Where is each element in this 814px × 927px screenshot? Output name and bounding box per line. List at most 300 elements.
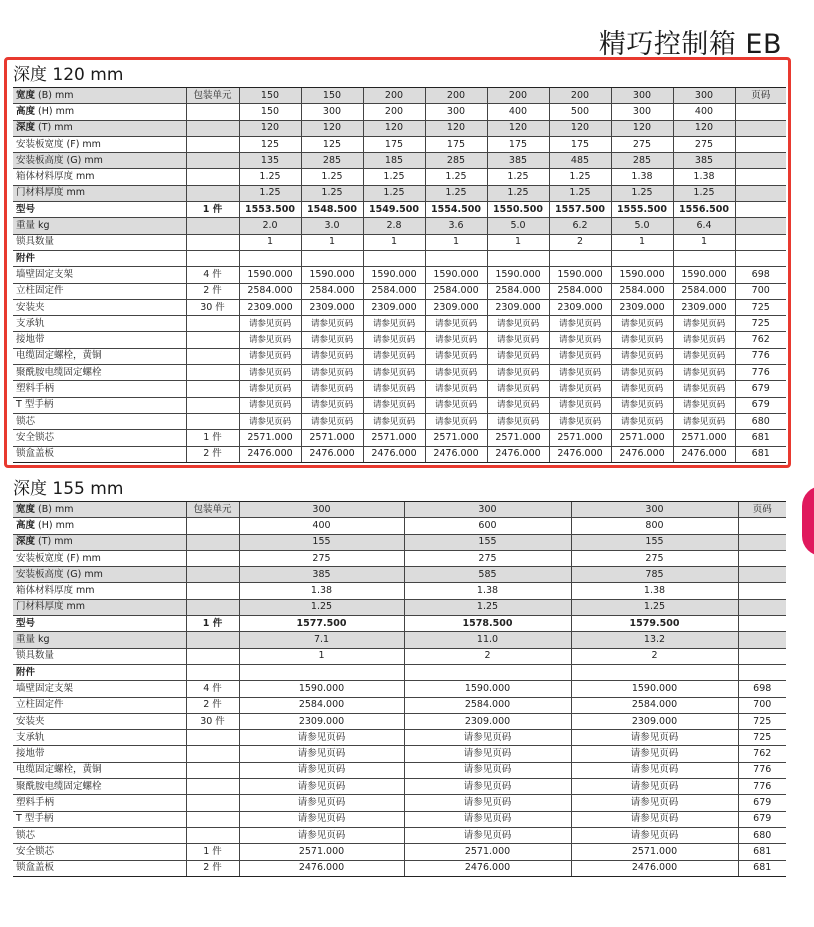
value-cell: 200	[363, 88, 425, 104]
pack-unit-cell	[186, 567, 239, 583]
spec-label	[13, 632, 186, 648]
page-cell: 725	[735, 316, 786, 332]
value-cell: 2476.000	[363, 446, 425, 462]
spec-label-bold: 型号	[16, 203, 36, 215]
value-cell: 485	[549, 153, 611, 169]
value-cell: 请参见页码	[239, 397, 301, 413]
value-cell: 2571.000	[571, 844, 738, 860]
spec-label-text: 安装板高度 (G) mm	[16, 568, 103, 580]
value-cell	[571, 664, 738, 680]
spec-label-bold: 宽度	[16, 503, 36, 515]
value-cell: 1554.500	[425, 202, 487, 218]
value-cell: 请参见页码	[425, 316, 487, 332]
value-cell: 1590.000	[404, 681, 571, 697]
value-cell: 2571.000	[239, 430, 301, 446]
accessory-label: 接地带	[13, 746, 186, 762]
page-title: 精巧控制箱 EB	[598, 29, 782, 60]
spec-label	[13, 202, 186, 218]
page-cell: 681	[735, 446, 786, 462]
accessory-row	[13, 365, 786, 381]
pack-unit-cell	[186, 316, 239, 332]
accessory-row	[13, 267, 786, 283]
value-cell: 请参见页码	[239, 381, 301, 397]
value-cell: 2	[571, 648, 738, 664]
page-cell	[738, 534, 786, 550]
spec-row	[13, 502, 786, 518]
value-cell: 1.25	[571, 599, 738, 615]
value-cell: 2.0	[239, 218, 301, 234]
spec-label	[13, 153, 186, 169]
page-cell: 680	[738, 827, 786, 843]
spec-label-bold: 高度	[16, 105, 36, 117]
value-cell: 2584.000	[425, 283, 487, 299]
pack-unit-cell	[186, 169, 239, 185]
value-cell: 请参见页码	[239, 779, 404, 795]
pack-unit-cell	[186, 365, 239, 381]
accessory-row	[13, 316, 786, 332]
value-cell: 请参见页码	[425, 413, 487, 429]
value-cell: 请参见页码	[404, 730, 571, 746]
value-cell: 请参见页码	[239, 316, 301, 332]
accessory-label: 锁盒盖板	[13, 860, 186, 876]
value-cell: 2476.000	[239, 446, 301, 462]
value-cell: 1.25	[301, 185, 363, 201]
value-cell	[404, 664, 571, 680]
accessory-label: 安全锁芯	[13, 430, 186, 446]
value-cell: 请参见页码	[363, 365, 425, 381]
spec-row	[13, 136, 786, 152]
pack-unit-cell: 2 件	[186, 283, 239, 299]
value-cell: 1.25	[549, 169, 611, 185]
value-cell: 请参见页码	[673, 381, 735, 397]
accessories-header	[13, 250, 786, 266]
accessory-label: 聚酰胺电缆固定螺栓	[13, 365, 186, 381]
value-cell: 120	[363, 120, 425, 136]
spec-label-text: (B) mm	[35, 89, 74, 101]
page-cell: 776	[738, 779, 786, 795]
value-cell: 请参见页码	[611, 332, 673, 348]
value-cell: 2584.000	[487, 283, 549, 299]
spec-label	[13, 648, 186, 664]
value-cell: 请参见页码	[549, 413, 611, 429]
value-cell: 1.25	[425, 169, 487, 185]
value-cell: 2309.000	[549, 299, 611, 315]
value-cell: 请参见页码	[239, 413, 301, 429]
spec-label	[13, 567, 186, 583]
spec-label-text: 安装板宽度 (F) mm	[16, 138, 101, 150]
pack-unit-cell	[186, 120, 239, 136]
value-cell: 1.25	[549, 185, 611, 201]
value-cell: 1549.500	[363, 202, 425, 218]
value-cell: 285	[611, 153, 673, 169]
value-cell: 1548.500	[301, 202, 363, 218]
value-cell: 155	[404, 534, 571, 550]
page-cell: 698	[738, 681, 786, 697]
value-cell: 请参见页码	[363, 413, 425, 429]
spec-table-155	[13, 501, 786, 877]
page-cell: 725	[735, 299, 786, 315]
value-cell: 请参见页码	[363, 381, 425, 397]
spec-row	[13, 632, 786, 648]
accessory-row	[13, 697, 786, 713]
page-cell: 681	[735, 430, 786, 446]
accessory-label: 安装夹	[13, 713, 186, 729]
value-cell: 请参见页码	[363, 316, 425, 332]
spec-row	[13, 567, 786, 583]
page-cell: 762	[738, 746, 786, 762]
value-cell: 2571.000	[487, 430, 549, 446]
accessory-label: 锁盒盖板	[13, 446, 186, 462]
value-cell: 请参见页码	[425, 397, 487, 413]
page-cell: 776	[738, 762, 786, 778]
spec-row	[13, 616, 786, 632]
spec-row	[13, 534, 786, 550]
spec-label-text: 箱体材料厚度 mm	[16, 585, 95, 597]
value-cell: 1.25	[404, 599, 571, 615]
value-cell: 6.2	[549, 218, 611, 234]
value-cell: 155	[571, 534, 738, 550]
accessory-label: 墙壁固定支架	[13, 267, 186, 283]
pack-unit-cell	[186, 795, 239, 811]
spec-label-text: (H) mm	[35, 519, 75, 531]
value-cell: 11.0	[404, 632, 571, 648]
spec-label-text: (B) mm	[35, 503, 74, 515]
value-cell: 请参见页码	[239, 332, 301, 348]
value-cell: 2309.000	[239, 299, 301, 315]
spec-label-text: 锁具数量	[16, 236, 55, 248]
accessory-row	[13, 713, 786, 729]
value-cell: 175	[363, 136, 425, 152]
value-cell: 请参见页码	[404, 762, 571, 778]
accessory-row	[13, 844, 786, 860]
value-cell: 请参见页码	[239, 762, 404, 778]
page-cell: 776	[735, 365, 786, 381]
value-cell: 1	[673, 234, 735, 250]
page-cell	[738, 567, 786, 583]
value-cell: 请参见页码	[549, 332, 611, 348]
value-cell: 300	[571, 502, 738, 518]
value-cell: 3.0	[301, 218, 363, 234]
value-cell: 请参见页码	[487, 365, 549, 381]
value-cell	[673, 250, 735, 266]
page-cell: 679	[735, 397, 786, 413]
value-cell: 请参见页码	[487, 397, 549, 413]
spec-label-text: 门材料厚度 mm	[16, 601, 86, 613]
value-cell: 155	[239, 534, 404, 550]
pack-unit-cell	[186, 811, 239, 827]
value-cell: 1550.500	[487, 202, 549, 218]
accessory-row	[13, 283, 786, 299]
value-cell: 请参见页码	[673, 332, 735, 348]
value-cell: 请参见页码	[611, 397, 673, 413]
pack-unit-cell	[186, 218, 239, 234]
value-cell: 2571.000	[549, 430, 611, 446]
value-cell: 2476.000	[301, 446, 363, 462]
spec-label-text: (T) mm	[35, 122, 73, 134]
value-cell: 1	[425, 234, 487, 250]
pack-unit-cell	[186, 746, 239, 762]
value-cell: 275	[611, 136, 673, 152]
value-cell: 请参见页码	[571, 730, 738, 746]
accessory-row	[13, 332, 786, 348]
spec-label-text: 重量 kg	[16, 634, 50, 646]
pack-unit-cell	[186, 779, 239, 795]
page-cell: 681	[738, 844, 786, 860]
value-cell: 请参见页码	[239, 365, 301, 381]
accessory-label: 立柱固定件	[13, 283, 186, 299]
spec-label-text: (T) mm	[35, 536, 73, 548]
pack-unit-cell	[186, 534, 239, 550]
value-cell: 385	[487, 153, 549, 169]
accessory-row	[13, 860, 786, 876]
value-cell: 请参见页码	[239, 348, 301, 364]
page-cell: 725	[738, 730, 786, 746]
value-cell: 6.4	[673, 218, 735, 234]
value-cell: 275	[239, 550, 404, 566]
pack-unit-cell	[186, 413, 239, 429]
accessory-row	[13, 397, 786, 413]
pack-unit-cell	[186, 250, 239, 266]
spec-label	[13, 104, 186, 120]
accessory-label: 安装夹	[13, 299, 186, 315]
value-cell: 400	[487, 104, 549, 120]
spec-row	[13, 648, 786, 664]
value-cell: 300	[611, 104, 673, 120]
value-cell: 300	[301, 104, 363, 120]
pack-unit-cell	[186, 332, 239, 348]
value-cell: 1590.000	[487, 267, 549, 283]
page-cell	[738, 632, 786, 648]
value-cell: 1	[487, 234, 549, 250]
value-cell: 2	[404, 648, 571, 664]
value-cell: 2571.000	[673, 430, 735, 446]
value-cell: 2571.000	[611, 430, 673, 446]
spec-row	[13, 153, 786, 169]
value-cell: 1553.500	[239, 202, 301, 218]
page-cell	[735, 234, 786, 250]
value-cell: 1590.000	[239, 681, 404, 697]
value-cell: 请参见页码	[487, 413, 549, 429]
value-cell: 请参见页码	[301, 316, 363, 332]
value-cell: 请参见页码	[301, 365, 363, 381]
spec-row	[13, 202, 786, 218]
spec-table-120	[13, 87, 786, 463]
value-cell: 285	[425, 153, 487, 169]
value-cell: 1590.000	[673, 267, 735, 283]
value-cell: 200	[363, 104, 425, 120]
spec-row	[13, 583, 786, 599]
accessory-row	[13, 681, 786, 697]
value-cell: 请参见页码	[404, 827, 571, 843]
spec-label-bold: 高度	[16, 519, 36, 531]
accessory-row	[13, 730, 786, 746]
accessory-row	[13, 413, 786, 429]
accessory-label: 支承轨	[13, 730, 186, 746]
spec-label-bold: 型号	[16, 617, 36, 629]
spec-label	[13, 88, 186, 104]
pack-unit-cell: 2 件	[186, 446, 239, 462]
value-cell: 1.25	[239, 185, 301, 201]
section-title: 深度 155 mm	[13, 479, 124, 499]
spec-label-text: 安装板宽度 (F) mm	[16, 552, 101, 564]
value-cell: 请参见页码	[611, 316, 673, 332]
value-cell: 1577.500	[239, 616, 404, 632]
value-cell: 1555.500	[611, 202, 673, 218]
page-cell: 680	[735, 413, 786, 429]
value-cell: 175	[549, 136, 611, 152]
accessory-row	[13, 348, 786, 364]
page-cell	[735, 120, 786, 136]
page-cell: 679	[738, 795, 786, 811]
pack-unit-cell: 1 件	[186, 430, 239, 446]
value-cell: 请参见页码	[549, 381, 611, 397]
section-title: 深度 120 mm	[13, 65, 124, 85]
accessory-label: T 型手柄	[13, 811, 186, 827]
value-cell: 1	[363, 234, 425, 250]
value-cell: 200	[549, 88, 611, 104]
page-cell	[735, 104, 786, 120]
page-cell: 762	[735, 332, 786, 348]
spec-row	[13, 169, 786, 185]
value-cell: 请参见页码	[611, 365, 673, 381]
pack-unit-cell: 1 件	[186, 844, 239, 860]
value-cell: 1578.500	[404, 616, 571, 632]
accessories-title: 附件	[13, 250, 186, 266]
value-cell: 800	[571, 518, 738, 534]
value-cell: 请参见页码	[549, 397, 611, 413]
accessory-row	[13, 299, 786, 315]
pack-unit-cell: 包装单元	[186, 88, 239, 104]
pack-unit-cell	[186, 664, 239, 680]
value-cell: 2476.000	[673, 446, 735, 462]
pack-unit-cell	[186, 583, 239, 599]
accessory-label: 接地带	[13, 332, 186, 348]
value-cell: 200	[425, 88, 487, 104]
value-cell	[301, 250, 363, 266]
value-cell	[425, 250, 487, 266]
spec-row	[13, 88, 786, 104]
page-cell	[738, 550, 786, 566]
spec-label	[13, 599, 186, 615]
page-cell	[735, 136, 786, 152]
value-cell: 请参见页码	[363, 397, 425, 413]
value-cell: 120	[549, 120, 611, 136]
value-cell: 2309.000	[301, 299, 363, 315]
value-cell: 1.25	[239, 599, 404, 615]
page-cell	[738, 664, 786, 680]
value-cell: 300	[425, 104, 487, 120]
value-cell: 1.25	[611, 185, 673, 201]
page-cell	[735, 250, 786, 266]
value-cell: 1	[239, 648, 404, 664]
page-cell	[738, 583, 786, 599]
pack-unit-cell: 包装单元	[186, 502, 239, 518]
value-cell: 120	[239, 120, 301, 136]
value-cell: 150	[239, 88, 301, 104]
value-cell: 150	[239, 104, 301, 120]
spec-row	[13, 550, 786, 566]
value-cell: 300	[239, 502, 404, 518]
value-cell: 2584.000	[239, 697, 404, 713]
value-cell: 请参见页码	[673, 365, 735, 381]
value-cell: 请参见页码	[571, 827, 738, 843]
accessory-label: 锁芯	[13, 827, 186, 843]
spec-label-bold: 宽度	[16, 89, 36, 101]
section-depth-120	[13, 64, 786, 463]
page-cell	[738, 518, 786, 534]
value-cell: 7.1	[239, 632, 404, 648]
value-cell: 185	[363, 153, 425, 169]
value-cell: 1.25	[487, 185, 549, 201]
value-cell: 请参见页码	[487, 348, 549, 364]
page-cell	[735, 218, 786, 234]
spec-row	[13, 185, 786, 201]
value-cell: 1.25	[425, 185, 487, 201]
value-cell: 请参见页码	[611, 413, 673, 429]
value-cell: 请参见页码	[425, 348, 487, 364]
value-cell: 请参见页码	[571, 779, 738, 795]
pack-unit-cell	[186, 518, 239, 534]
spec-label-bold: 深度	[16, 122, 36, 134]
value-cell: 300	[673, 88, 735, 104]
accessory-label: 墙壁固定支架	[13, 681, 186, 697]
value-cell: 2309.000	[239, 713, 404, 729]
value-cell: 请参见页码	[301, 348, 363, 364]
value-cell: 275	[404, 550, 571, 566]
value-cell: 120	[425, 120, 487, 136]
accessory-row	[13, 381, 786, 397]
pack-unit-cell: 30 件	[186, 713, 239, 729]
accessories-header	[13, 664, 786, 680]
value-cell: 请参见页码	[487, 316, 549, 332]
value-cell: 120	[611, 120, 673, 136]
accessory-row	[13, 446, 786, 462]
value-cell	[487, 250, 549, 266]
accessory-row	[13, 811, 786, 827]
value-cell: 2.8	[363, 218, 425, 234]
value-cell: 请参见页码	[301, 397, 363, 413]
value-cell: 请参见页码	[239, 795, 404, 811]
pack-unit-cell: 2 件	[186, 697, 239, 713]
spec-row	[13, 599, 786, 615]
page-cell	[738, 599, 786, 615]
value-cell: 600	[404, 518, 571, 534]
pack-unit-cell	[186, 599, 239, 615]
value-cell: 请参见页码	[404, 795, 571, 811]
value-cell: 1556.500	[673, 202, 735, 218]
value-cell: 125	[301, 136, 363, 152]
value-cell: 请参见页码	[239, 827, 404, 843]
value-cell: 1590.000	[239, 267, 301, 283]
value-cell: 120	[487, 120, 549, 136]
value-cell: 2584.000	[239, 283, 301, 299]
page-cell: 679	[735, 381, 786, 397]
spec-label	[13, 169, 186, 185]
value-cell: 1	[239, 234, 301, 250]
value-cell: 请参见页码	[611, 381, 673, 397]
value-cell: 285	[301, 153, 363, 169]
value-cell: 请参见页码	[425, 381, 487, 397]
value-cell: 1590.000	[363, 267, 425, 283]
value-cell: 1	[301, 234, 363, 250]
accessory-label: 聚酰胺电缆固定螺栓	[13, 779, 186, 795]
spec-label-text: 锁具数量	[16, 650, 55, 662]
value-cell: 585	[404, 567, 571, 583]
value-cell: 1.25	[363, 169, 425, 185]
value-cell: 1590.000	[549, 267, 611, 283]
value-cell: 275	[571, 550, 738, 566]
page-cell	[735, 169, 786, 185]
